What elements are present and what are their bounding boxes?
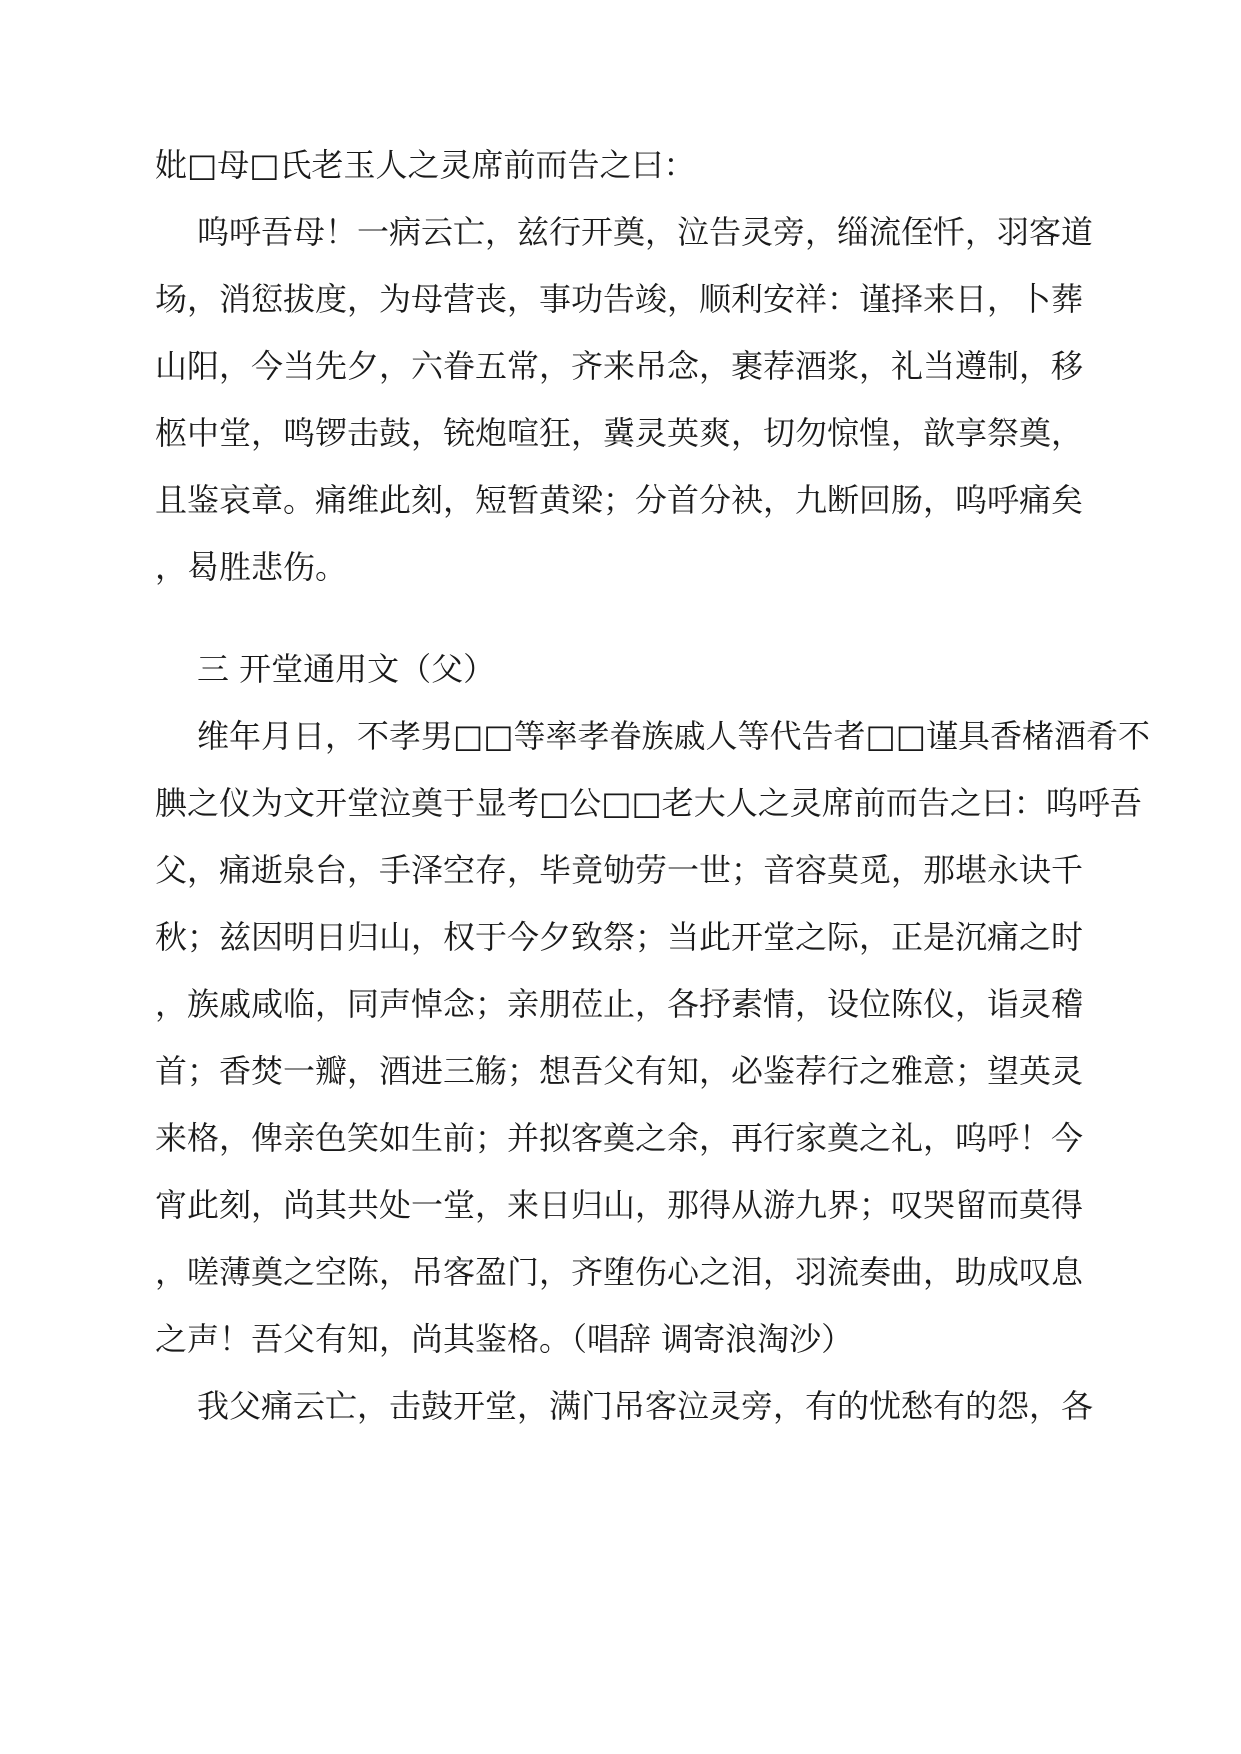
text-line: 维年月日，不孝男□□等率孝眷族戚人等代告者□□谨具香楮酒肴不 <box>197 717 1150 755</box>
text-line: 柩中堂，鸣锣击鼓，铳炮喧狂，冀灵英爽，切勿惊惶，歆享祭奠， <box>155 414 1084 452</box>
text-line: ，族戚咸临，同声悼念；亲朋莅止，各抒素情，设位陈仪，诣灵稽 <box>155 985 1084 1023</box>
text-line: 宵此刻，尚其共处一堂，来日归山，那得从游九界；叹哭留而莫得 <box>155 1186 1084 1224</box>
text-line: 腆之仪为文开堂泣奠于显考□公□□老大人之灵席前而告之曰：呜呼吾 <box>155 784 1142 822</box>
document-body <box>155 0 1150 1754</box>
section-heading: 三 开堂通用文（父） <box>197 650 496 688</box>
text-line: 场，消愆拔度，为母营丧，事功告竣，顺利安祥：谨择来日，卜葬 <box>155 280 1084 318</box>
text-line: ，曷胜悲伤。 <box>155 548 348 586</box>
text-line: 且鉴哀章。痛维此刻，短暂黄梁；分首分袂，九断回肠，呜呼痛矣 <box>155 481 1084 519</box>
text-line: 妣□母□氏老玉人之灵席前而告之曰： <box>155 146 696 184</box>
text-line: ，嗟薄奠之空陈，吊客盈门，齐堕伤心之泪，羽流奏曲，助成叹息 <box>155 1253 1084 1291</box>
text-line: 山阳，今当先夕，六眷五常，齐来吊念，裹荐酒浆，礼当遵制，移 <box>155 347 1084 385</box>
text-line: 秋；兹因明日归山，权于今夕致祭；当此开堂之际，正是沉痛之时 <box>155 918 1084 956</box>
text-line: 父，痛逝泉台，手泽空存，毕竟劬劳一世；音容莫觅，那堪永诀千 <box>155 851 1084 889</box>
text-line: 呜呼吾母！一病云亡，兹行开奠，泣告灵旁，缁流侄忏，羽客道 <box>197 213 1094 251</box>
text-line: 来格，俾亲色笑如生前；并拟客奠之余，再行家奠之礼，呜呼！今 <box>155 1119 1084 1157</box>
text-line: 我父痛云亡，击鼓开堂，满门吊客泣灵旁，有的忧愁有的怨，各 <box>197 1387 1094 1425</box>
text-line: 首；香焚一瓣，酒进三觞；想吾父有知，必鉴荐行之雅意；望英灵 <box>155 1052 1084 1090</box>
text-line: 之声！吾父有知，尚其鉴格。（唱辞 调寄浪淘沙） <box>155 1320 854 1358</box>
